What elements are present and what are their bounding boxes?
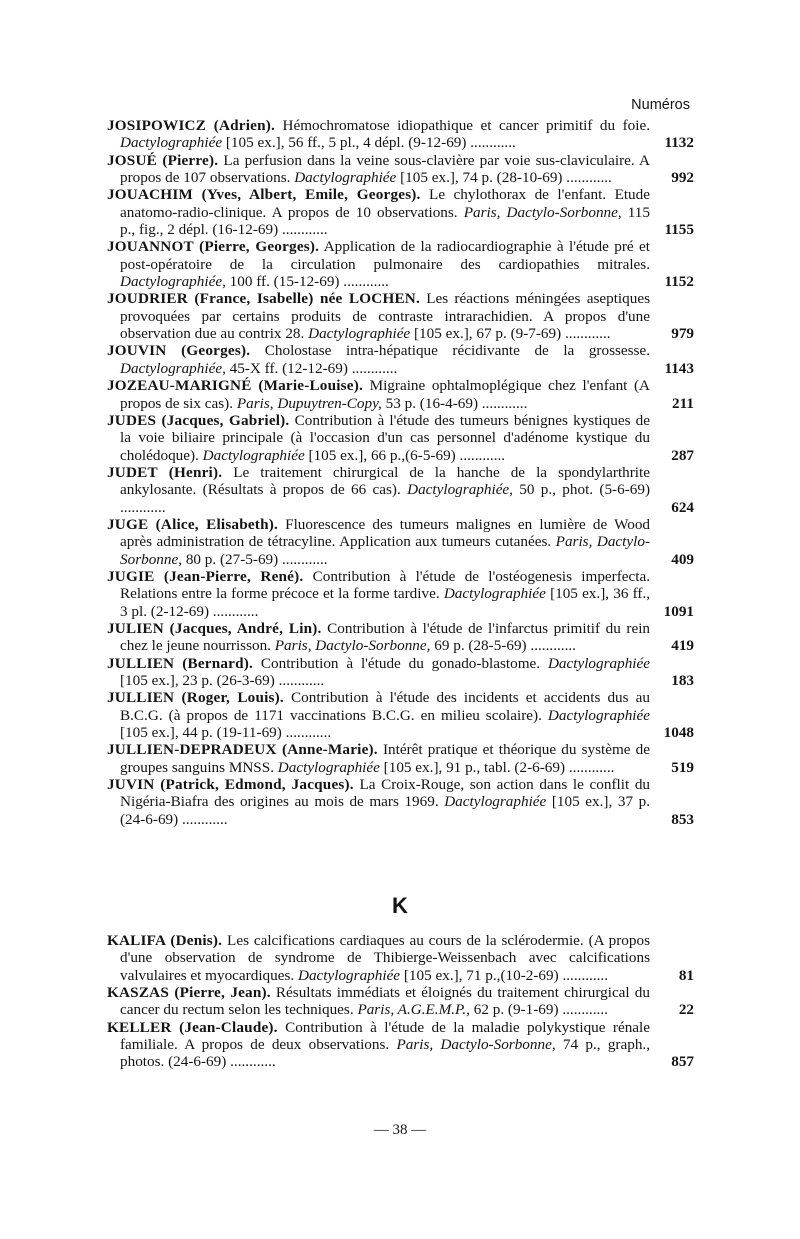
publication-format: Dactylographiée — [308, 325, 411, 343]
entry-number: 1091 — [663, 602, 694, 620]
entry-number: 1152 — [664, 273, 694, 291]
section-letter-k: K — [392, 893, 408, 918]
publication-details: [105 ex.], 67 p. (9-7-69) — [413, 325, 562, 343]
author-name: JOSIPOWICZ (Adrien). — [107, 117, 276, 134]
publication-format: Dactylographiée — [202, 446, 305, 464]
publication-format: Dactylographiée — [443, 585, 546, 603]
author-name: JULLIEN (Roger, Louis). — [107, 689, 284, 707]
publication-details: [105 ex.], 23 p. (26-3-69) — [120, 672, 275, 689]
thesis-title: Le chylothorax de l'enfant. Etude anatomo-radio-clinique. A propos de 10 observations. — [120, 186, 650, 221]
publication-details: 45-X ff. (12-12-69) — [229, 359, 348, 377]
entry-number: 81 — [678, 966, 694, 984]
dot-leader: ............ — [209, 602, 259, 620]
thesis-title: Contribution à l'étude des tumeurs bénignes kystiques de la voie biliaire principale (à l'occasion d'un cas personnel d'adénome kystique du cholédoque). — [120, 411, 651, 464]
entry-number: 1048 — [663, 724, 694, 742]
publication-details: 80 p. (27-5-69) — [185, 550, 279, 568]
publication-format: Dactylographiée — [444, 793, 547, 811]
author-name: JOUANNOT (Pierre, Georges). — [107, 238, 320, 256]
thesis-title: Migraine ophtalmoplégique chez l'enfant (A propos de six cas). — [120, 377, 650, 412]
bibliography-entry — [107, 290, 694, 342]
bibliography-entry — [107, 464, 694, 516]
author-name: JUVIN (Patrick, Edmond, Jacques). — [107, 776, 354, 794]
dot-leader: ............ — [120, 498, 166, 516]
publication-details: 115 p., fig., 2 dépl. (16-12-69) — [120, 203, 650, 239]
thesis-title: Fluorescence des tumeurs malignes en lumière de Wood après administration de tétracyline. Application aux tumeurs cutanées. — [120, 515, 651, 551]
publication-format: Dactylographiée, — [407, 481, 513, 499]
author-name: JOSUÉ (Pierre). — [107, 151, 219, 169]
author-name: JULLIEN (Bernard). — [107, 654, 254, 672]
entry-number: 211 — [672, 394, 694, 412]
dot-leader: ............ — [466, 134, 516, 152]
entry-number: 183 — [671, 672, 694, 689]
publication-format: Paris, A.G.E.M.P., — [357, 1001, 470, 1019]
publication-details: [105 ex.], 91 p., tabl. (2-6-69) — [383, 758, 566, 776]
thesis-title: Contribution à l'étude de l'ostéogenesis imperfecta. Relations entre la forme précoce et la forme tardive. — [120, 567, 651, 603]
thesis-title: Contribution à l'étude du gonado-blastome. — [260, 654, 541, 672]
publication-format: Paris, Dactylo-Sorbonne, — [274, 637, 431, 655]
thesis-title: Contribution à l'étude des incidents et accidents dus au B.C.G. (à propos de 1171 vaccinations B.C.G. en milieu scolaire). — [120, 689, 651, 724]
bibliography-entry — [107, 568, 694, 620]
thesis-title: Cholostase intra-hépatique récidivante de la grossesse. — [264, 342, 650, 360]
dot-leader: ............ — [455, 446, 506, 464]
entry-number: 853 — [671, 810, 694, 828]
dot-leader: ............ — [339, 273, 389, 291]
publication-format: Dactylographiée — [547, 654, 651, 672]
entry-number: 857 — [671, 1053, 694, 1071]
publication-format: Dactylographiée — [120, 134, 223, 152]
entry-number: 287 — [671, 446, 694, 464]
publication-format: Paris, Dactylo-Sorbonne, — [463, 203, 622, 221]
dot-leader: ............ — [178, 810, 228, 828]
thesis-title: La Croix-Rouge, son action dans le conflit du Nigéria-Biafra des origines au mois de mars 1969. — [120, 776, 651, 811]
author-name: JUGIE (Jean-Pierre, René). — [107, 567, 304, 585]
bibliography-entry — [107, 776, 694, 828]
bibliography-entry — [107, 984, 694, 1019]
bibliography-entry — [107, 186, 694, 238]
publication-format: Paris, Dactylo-Sorbonne, — [120, 533, 650, 568]
page-number: — 38 — — [373, 1122, 427, 1138]
thesis-title: Hémochromatose idiopathique et cancer primitif du foie. — [282, 117, 650, 134]
entries-list-k — [107, 932, 694, 1071]
publication-details: [105 ex.], 44 p. (19-11-69) — [120, 724, 282, 742]
thesis-title: Résultats immédiats et éloignés du traitement chirurgical du cancer du rectum selon les techniques. — [120, 984, 650, 1019]
entry-number: 419 — [671, 637, 694, 655]
publication-details: [105 ex.], 66 p.,(6-5-69) — [308, 446, 456, 464]
dot-leader: ............ — [347, 359, 398, 377]
entry-number: 979 — [671, 325, 694, 343]
dot-leader: ............ — [278, 221, 328, 239]
entry-number: 1132 — [664, 134, 694, 152]
dot-leader: ............ — [558, 1001, 608, 1019]
author-name: JULIEN (Jacques, André, Lin). — [107, 619, 322, 637]
dot-leader: ............ — [278, 550, 328, 568]
dot-leader: ............ — [478, 394, 528, 412]
publication-format: Dactylographiée — [294, 169, 397, 187]
publication-format: Paris, Dactylo-Sorbonne, — [396, 1036, 556, 1054]
entry-number: 992 — [671, 169, 694, 187]
entry-number: 1143 — [664, 359, 694, 377]
publication-details: 62 p. (9-1-69) — [473, 1001, 559, 1019]
publication-details: [105 ex.], 71 p.,(10-2-69) — [403, 966, 559, 984]
publication-format: Dactylographiée — [297, 966, 401, 984]
publication-details: 69 p. (28-5-69) — [434, 637, 527, 655]
entries-list-j — [107, 117, 694, 828]
bibliography-entry — [107, 342, 694, 377]
page-header-label: Numéros — [631, 97, 690, 113]
entry-number: 519 — [671, 758, 694, 776]
thesis-title: Contribution à l'étude de l'infarctus primitif du rein chez le jeune nourrisson. — [120, 619, 651, 655]
author-name: JULLIEN-DEPRADEUX (Anne-Marie). — [107, 741, 378, 759]
publication-details: 50 p., phot. (5-6-69) — [519, 481, 651, 499]
publication-format: Dactylographiée — [277, 758, 380, 776]
bibliography-entry — [107, 620, 694, 655]
author-name: KELLER (Jean-Claude). — [107, 1018, 278, 1036]
author-name: JUDES (Jacques, Gabriel). — [107, 411, 290, 429]
author-name: JOUDRIER (France, Isabelle) née LOCHEN. — [107, 290, 420, 308]
thesis-title: Intérêt pratique et théorique du système de groupes sanguins MNSS. — [120, 741, 651, 776]
bibliography-entry — [107, 377, 694, 412]
thesis-title: Application de la radiocardiographie à l'étude pré et post-opératoire de la circulation pulmonaire des cardiopathies mitrales. — [120, 238, 650, 273]
entry-number: 1155 — [664, 221, 694, 239]
dot-leader: ............ — [281, 724, 332, 742]
dot-leader: ............ — [562, 169, 612, 187]
publication-details: [105 ex.], 37 p. (24-6-69) — [120, 793, 651, 828]
publication-format: Paris, Dupuytren-Copy, — [236, 394, 382, 412]
bibliography-entry — [107, 516, 694, 568]
publication-details: [105 ex.], 74 p. (28-10-69) — [400, 169, 563, 187]
publication-details: 100 ff. (15-12-69) — [229, 273, 340, 291]
bibliography-entry — [107, 412, 694, 464]
bibliography-entry — [107, 932, 694, 984]
thesis-title: Contribution à l'étude de la maladie polykystique rénale familiale. A propos de deux observations. — [120, 1018, 651, 1054]
dot-leader: ............ — [561, 325, 611, 343]
publication-details: 53 p. (16-4-69) — [385, 394, 478, 412]
author-name: JUGE (Alice, Elisabeth). — [107, 515, 278, 533]
thesis-title: Les réactions méningées aseptiques provoquées par certains produits de contraste intrarachidien. A propos d'une observation due au contrix 28. — [120, 290, 650, 343]
entry-number: 624 — [671, 498, 694, 516]
entry-number: 22 — [678, 1001, 694, 1019]
thesis-title: Le traitement chirurgical de la hanche de la spondylarthrite ankylosante. (Résultats à propos de 66 cas). — [120, 463, 650, 499]
author-name: KASZAS (Pierre, Jean). — [107, 984, 271, 1002]
dot-leader: ............ — [274, 672, 325, 689]
author-name: JOUVIN (Georges). — [107, 342, 251, 360]
bibliography-entry — [107, 741, 694, 776]
bibliography-entry — [107, 655, 694, 690]
author-name: JUDET (Henri). — [107, 463, 223, 481]
publication-format: Dactylographiée, — [120, 273, 226, 291]
bibliography-entry — [107, 152, 694, 187]
author-name: JOUACHIM (Yves, Albert, Emile, Georges). — [107, 186, 421, 204]
author-name: KALIFA (Denis). — [107, 932, 223, 949]
publication-details: 74 p., graph., photos. (24-6-69) — [120, 1036, 651, 1071]
bibliography-entry — [107, 238, 694, 290]
bibliography-entry — [107, 117, 694, 152]
publication-format: Dactylographiée, — [120, 359, 226, 377]
dot-leader: ............ — [526, 637, 576, 655]
thesis-title: La perfusion dans la veine sous-clavière par voie sus-claviculaire. A propos de 107 observations. — [120, 151, 650, 187]
dot-leader: ............ — [558, 966, 609, 984]
publication-details: [105 ex.], 36 ff., 3 pl. (2-12-69) — [120, 585, 651, 620]
publication-format: Dactylographiée — [547, 706, 650, 724]
bibliography-entry — [107, 1019, 694, 1071]
thesis-title: Les calcifications cardiaques au cours de la sclérodermie. (A propos d'une observation de syndrome de Thibierge-Weissenbach avec calcifications valvulaires et myocardiques. — [120, 932, 650, 984]
publication-details: [105 ex.], 56 ff., 5 pl., 4 dépl. (9-12-69) — [225, 134, 467, 152]
bibliography-entry — [107, 689, 694, 741]
dot-leader: ............ — [565, 758, 615, 776]
author-name: JOZEAU-MARIGNÉ (Marie-Louise). — [107, 377, 363, 395]
dot-leader: ............ — [226, 1053, 276, 1071]
entry-number: 409 — [671, 550, 694, 568]
